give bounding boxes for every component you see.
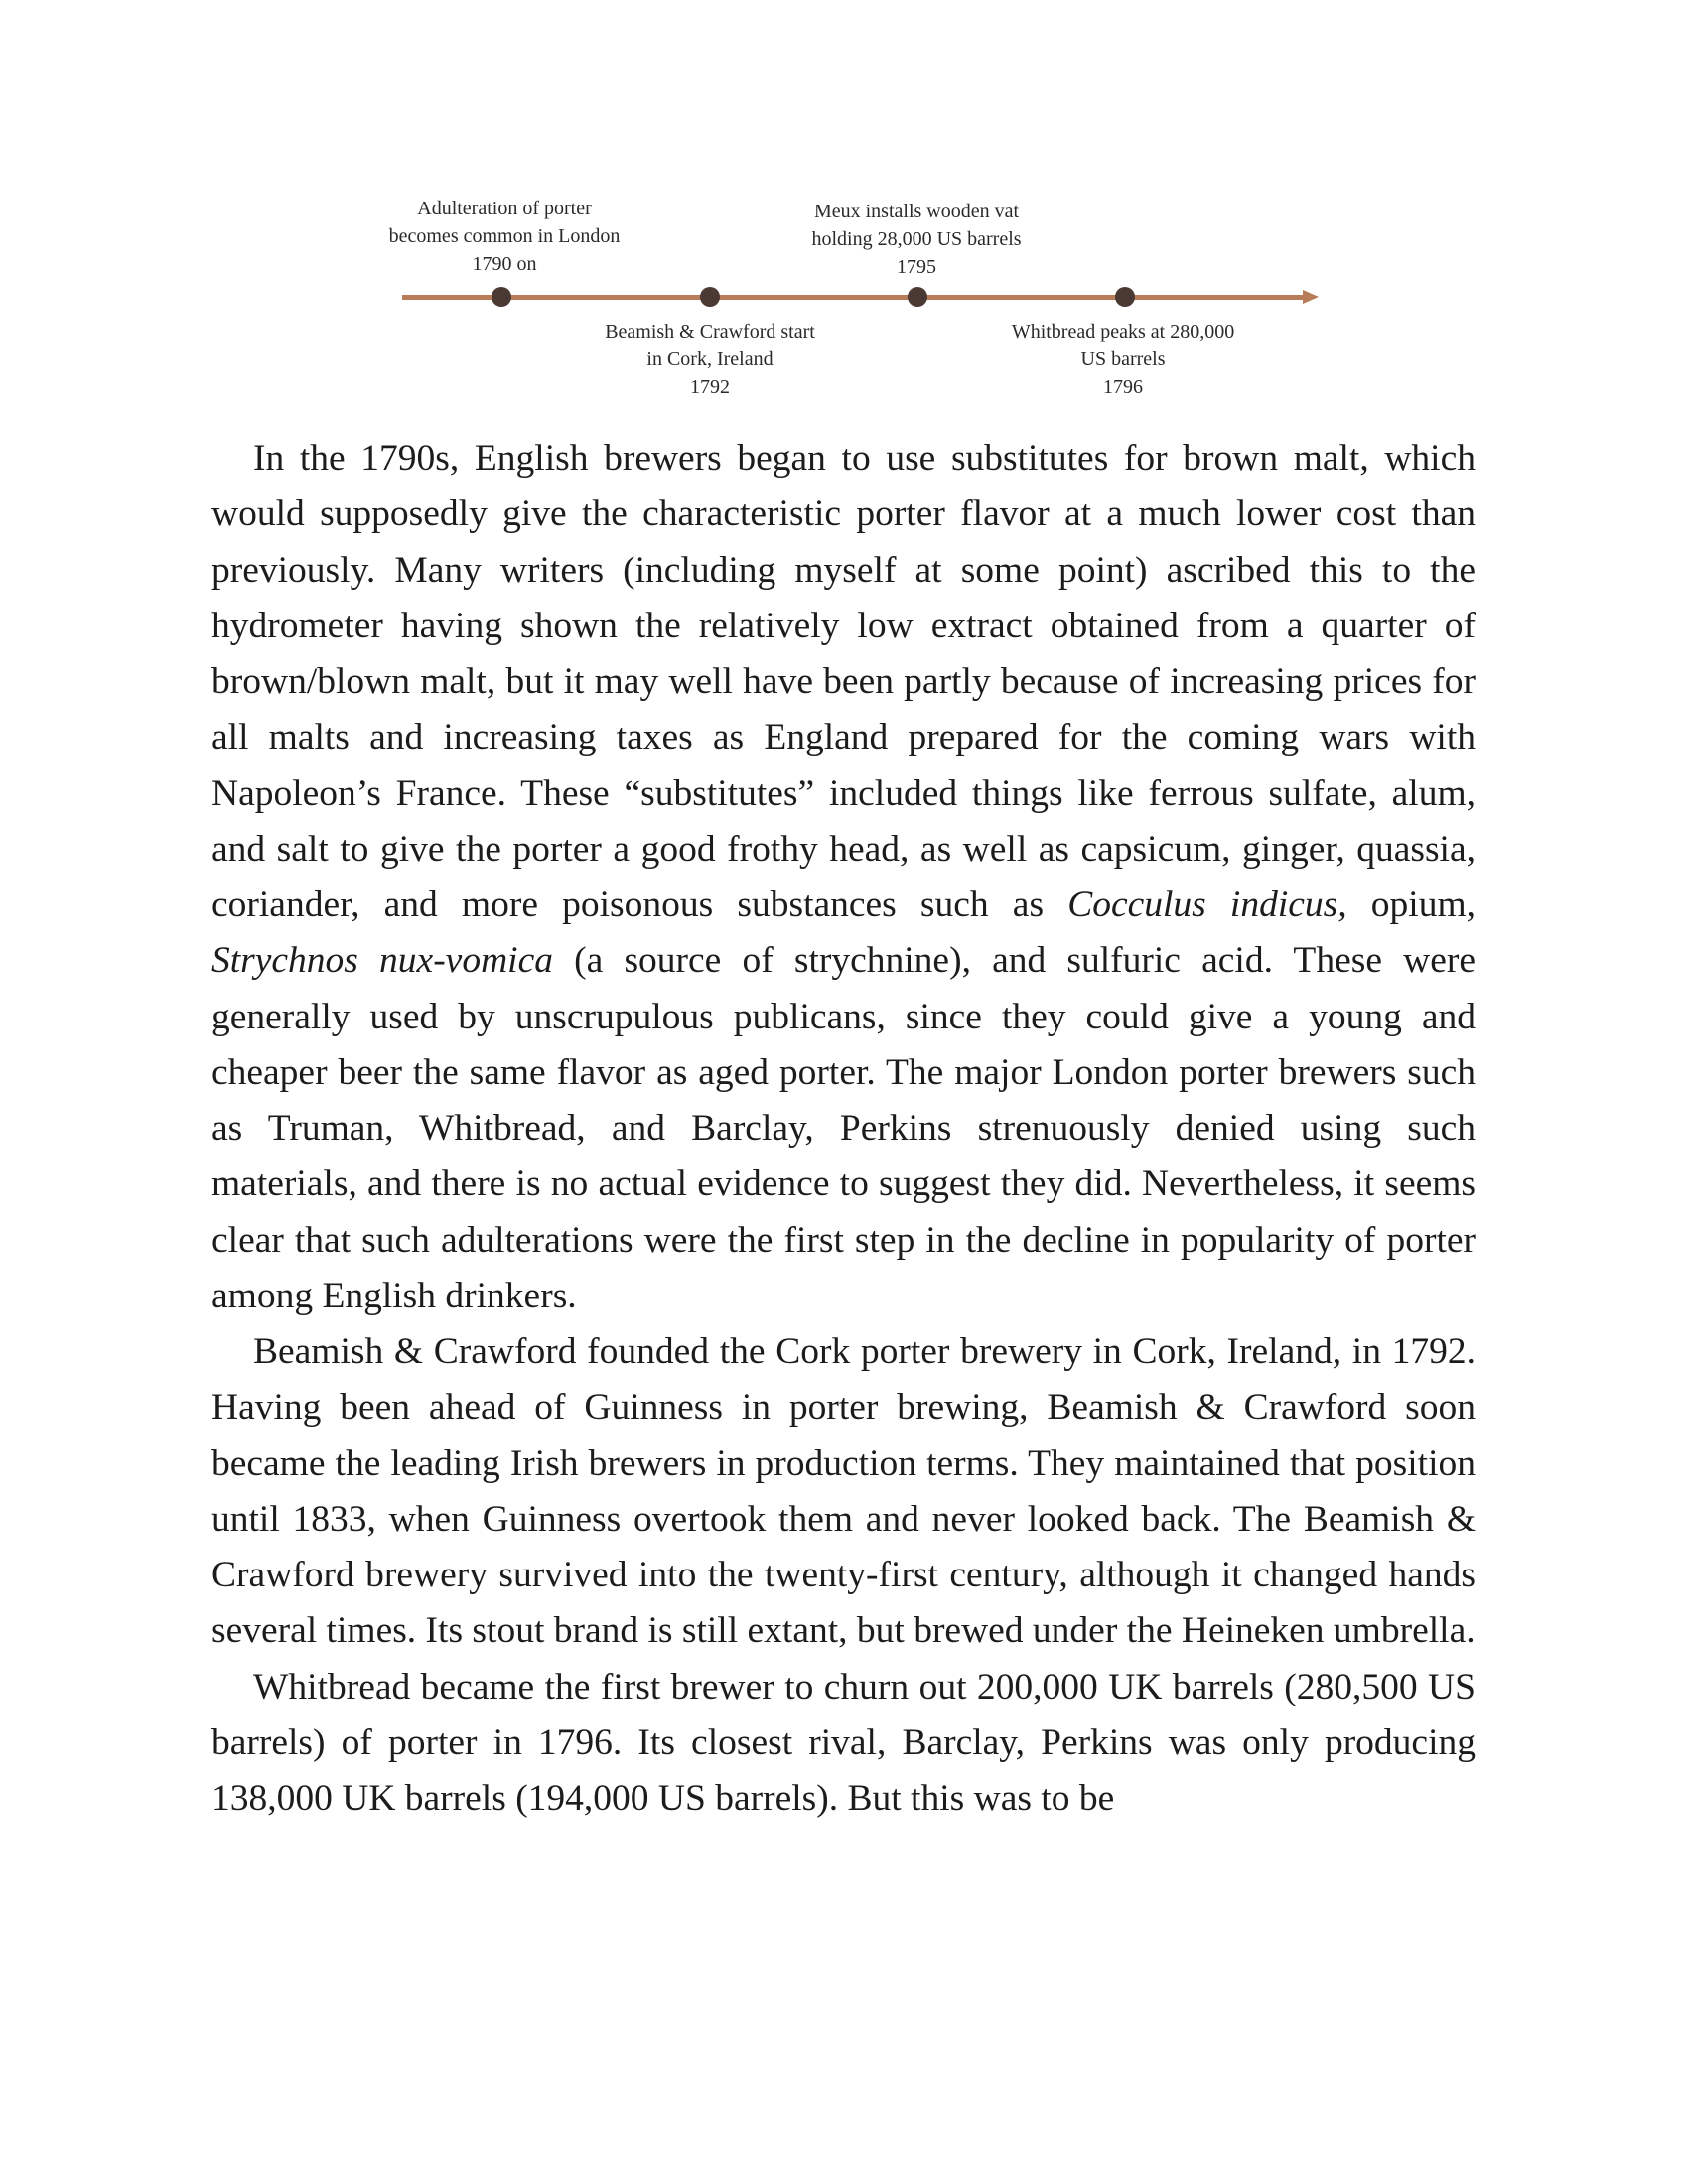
timeline-dot-1792 xyxy=(700,287,720,307)
paragraph-whitbread: Whitbread became the first brewer to churn out 200,000 UK barrels (280,500 US barrels) of porter in 1796. Its closest rival, Barclay, Perkins was only producing 138,000 UK barrels (194,000 US barrels). But this was to be xyxy=(211,1666,1476,1819)
paragraph-text: In the 1790s, English brewers began to use substitutes for brown malt, which would supposedly give the characteristic porter flavor at a much lower cost than previously. Many writers (including myself at some point) ascribed this to the hydrometer having shown the relatively low extract obtained from a quarter of brown/blown malt, but it may well have been partly because of increasing prices for all malts and increasing taxes as England prepared for the coming wars with Napoleon’s France. These “substitutes” included things like ferrous sulfate, alum, and salt to give the porter a good frothy head, as well as capsicum, ginger, quassia, coriander, and more poisonous substances such as xyxy=(211,438,1476,925)
timeline-label-line: becomes common in London xyxy=(388,225,621,247)
timeline-label-year: 1796 xyxy=(1103,376,1143,398)
timeline-label-line: in Cork, Ireland xyxy=(646,348,774,370)
timeline-dot-1795 xyxy=(908,287,927,307)
paragraph-text: (a source of strychnine), and sulfuric acid. These were generally used by unscrupulous publicans, since they could give a young and cheaper beer the same flavor as aged porter. The major London porter brewers such as Truman, Whitbread, and Barclay, Perkins strenuously denied using such materials, and there is no actual evidence to suggest they did. Nevertheless, it seems clear that such adulterations were the first step in the decline in popularity of porter among English drinkers. xyxy=(211,940,1476,1316)
timeline-label-1796 xyxy=(954,318,1292,401)
body-text xyxy=(211,431,1476,1827)
timeline-figure xyxy=(0,0,1688,417)
timeline-line xyxy=(402,295,1306,300)
timeline-label-line: Meux installs wooden vat xyxy=(813,201,1020,222)
timeline-label-1795 xyxy=(748,198,1085,281)
timeline-arrowhead xyxy=(1303,290,1319,304)
timeline-label-line: Whitbread peaks at 280,000 xyxy=(1011,321,1235,342)
timeline-label-line: Adulteration of porter xyxy=(417,198,592,219)
italic-term-cocculus: Cocculus indicus, xyxy=(1067,885,1347,925)
paragraph-adulteration xyxy=(211,431,1476,1324)
paragraph-text: opium, xyxy=(1346,885,1476,925)
timeline-label-year: 1790 on xyxy=(472,253,537,275)
paragraph-beamish-crawford: Beamish & Crawford founded the Cork porter brewery in Cork, Ireland, in 1792. Having been ahead of Guinness in porter brewing, Beamish & Crawford soon became the leading Irish brewers in production terms. They maintained that position until 1833, when Guinness overtook them and never looked back. The Beamish & Crawford brewery survived into the twenty-first century, although it changed hands several times. Its stout brand is still extant, but brewed under the Heineken umbrella. xyxy=(211,1331,1476,1652)
timeline-label-line: Beamish & Crawford start xyxy=(605,321,815,342)
timeline-label-line: holding 28,000 US barrels xyxy=(811,228,1022,250)
timeline-label-year: 1792 xyxy=(690,376,730,398)
timeline-label-1792 xyxy=(541,318,879,401)
italic-term-strychnos: Strychnos nux-vomica xyxy=(211,940,553,982)
timeline-label-year: 1795 xyxy=(897,256,936,278)
timeline-label-1790 xyxy=(336,195,673,278)
timeline-dot-1790 xyxy=(492,287,511,307)
timeline-dot-1796 xyxy=(1115,287,1135,307)
timeline-label-line: US barrels xyxy=(1080,348,1166,370)
